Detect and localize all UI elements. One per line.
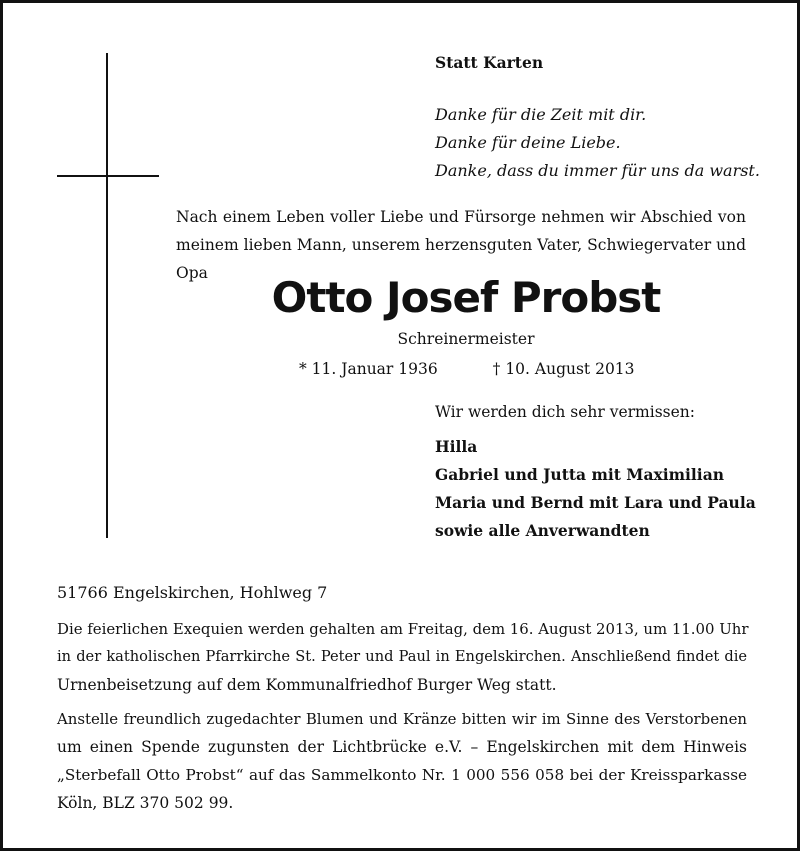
birth-date: * 11. Januar 1936	[299, 360, 438, 378]
death-date: † 10. August 2013	[492, 360, 635, 378]
deceased-profession: Schreinermeister	[397, 330, 535, 348]
life-dates	[299, 360, 635, 378]
mourner-name: sowie alle Anverwandten	[435, 521, 650, 540]
paragraph-line: Die feierlichen Exequien werden gehalten am Freitag, dem 16. August 2013, um 11.00 Uhr	[57, 620, 749, 638]
intro-line: Nach einem Leben voller Liebe und Fürsorge nehmen wir Abschied von	[176, 208, 746, 226]
funeral-info-paragraph	[57, 615, 747, 699]
paragraph-line: „Sterbefall Otto Probst“ auf das Sammelkonto Nr. 1 000 556 058 bei der Kreissparkasse	[57, 766, 747, 784]
mourners-list	[435, 433, 756, 545]
motto-line: Danke, dass du immer für uns da warst.	[435, 161, 760, 180]
paragraph-line: um einen Spende zugunsten der Lichtbrücke e.V. – Engelskirchen mit dem Hinweis	[57, 738, 747, 756]
deceased-name: Otto Josef Probst	[271, 273, 661, 322]
cross-horizontal-bar	[57, 175, 159, 177]
mourner-name: Hilla	[435, 437, 478, 456]
donation-info-paragraph	[57, 705, 747, 817]
mourner-name: Maria und Bernd mit Lara und Paula	[435, 493, 756, 512]
paragraph-line: Köln, BLZ 370 502 99.	[57, 794, 234, 812]
motto-verse	[435, 101, 760, 185]
family-address: 51766 Engelskirchen, Hohlweg 7	[57, 583, 328, 602]
mourner-name: Gabriel und Jutta mit Maximilian	[435, 465, 725, 484]
intro-line: meinem lieben Mann, unserem herzensguten Vater, Schwiegervater und Opa	[176, 236, 746, 282]
paragraph-line: Anstelle freundlich zugedachter Blumen und Kränze bitten wir im Sinne des Verstorbenen	[57, 710, 747, 728]
paragraph-line: Urnenbeisetzung auf dem Kommunalfriedhof Burger Weg statt.	[57, 676, 557, 694]
motto-line: Danke für deine Liebe.	[435, 133, 621, 152]
paragraph-line: in der katholischen Pfarrkirche St. Peter und Paul in Engelskirchen. Anschließend findet die	[57, 648, 747, 665]
mourners-heading: Wir werden dich sehr vermissen:	[435, 403, 696, 421]
statt-karten-heading: Statt Karten	[435, 53, 544, 72]
motto-line: Danke für die Zeit mit dir.	[435, 105, 647, 124]
cross-vertical-bar	[106, 53, 108, 538]
